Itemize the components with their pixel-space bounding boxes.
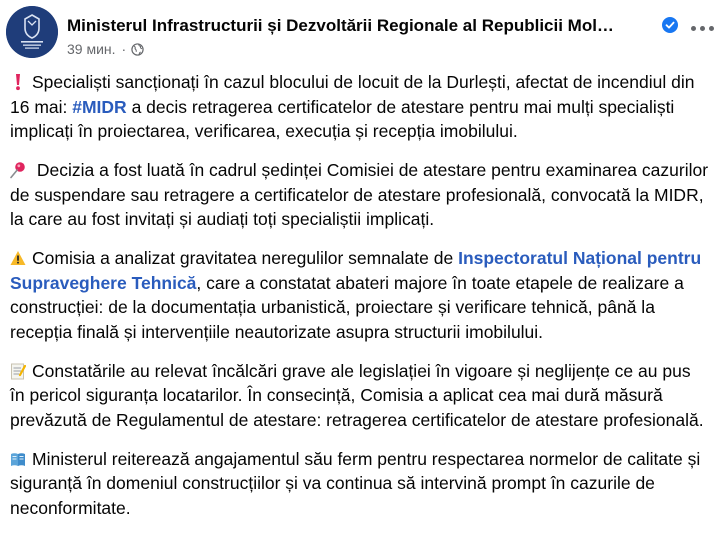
post-body (10, 70, 710, 535)
paragraph-3-text-before: Comisia a analizat gravitatea neregulilor semnalate de (32, 248, 459, 268)
paragraph-2 (10, 158, 710, 232)
paragraph-5-text: Ministerul reiterează angajamentul său ferm pentru respectarea normelor de calitate și siguranță în domeniul construcțiilor și va continua să intervină prompt în cazurile de neconformitate. (10, 448, 701, 518)
memo-icon (10, 362, 26, 380)
paragraph-1 (10, 70, 710, 144)
paragraph-2-text: Decizia a fost luată în cadrul ședinței Comisiei de atestare pentru examinarea cazurilor de suspendare sau retragere a certificatelor de atestare profesională, convocată la MIDR, la care au fost invitați și audiați toți specialiștii implicați. (10, 160, 709, 229)
paragraph-4 (10, 359, 710, 433)
paragraph-1-text-after: a decis retragerea certificatelor de atestare pentru mai mulți specialiști implicați în proiectarea, verificarea, execuția și recepția imobilului. (10, 96, 675, 141)
page-name-link[interactable]: Ministerul Infrastructurii și Dezvoltării Regionale al Republicii Mol… (67, 16, 614, 35)
more-options-button[interactable] (691, 24, 715, 34)
paragraph-5 (10, 447, 710, 521)
warning-icon (10, 249, 26, 267)
exclamation-icon (10, 73, 26, 91)
post-time-link[interactable]: 39 мин. (67, 41, 116, 57)
paragraph-4-text: Constatările au relevat încălcări grave ale legislației în vigoare și neglijențe ce au pus în pericol siguranța locatarilor. În consecință, Comisia a aplicat cea mai dură măsură prevăzută de Regulamentul de atestare: retragerea certificatelor de atestare profesională. (10, 360, 704, 430)
avatar[interactable] (6, 6, 58, 58)
paragraph-3-text-after: , care a constatat abateri majore în toate etapele de realizare a construcției: de la documentația urbanistică, proiectare și verificare tehnică, până la recepția finală și intervențiile neautorizate asupra structurii imobilului. (10, 272, 684, 342)
post-meta (67, 41, 144, 57)
paragraph-1-text-before: Specialiști sancționați în cazul blocului de locuit de la Durlești, afectat de incendiul din 16 mai: (10, 72, 695, 117)
verified-badge-icon (662, 17, 678, 33)
meta-separator: · (121, 41, 127, 57)
hashtag-midr-link[interactable]: #MIDR (72, 96, 127, 117)
inspectorat-link[interactable]: Inspectoratul Național pentru Supraveghere Tehnică (10, 248, 702, 293)
pushpin-icon (10, 161, 26, 179)
globe-icon[interactable] (131, 43, 144, 56)
post-header (6, 6, 726, 62)
paragraph-3 (10, 246, 710, 344)
book-icon (10, 450, 26, 468)
